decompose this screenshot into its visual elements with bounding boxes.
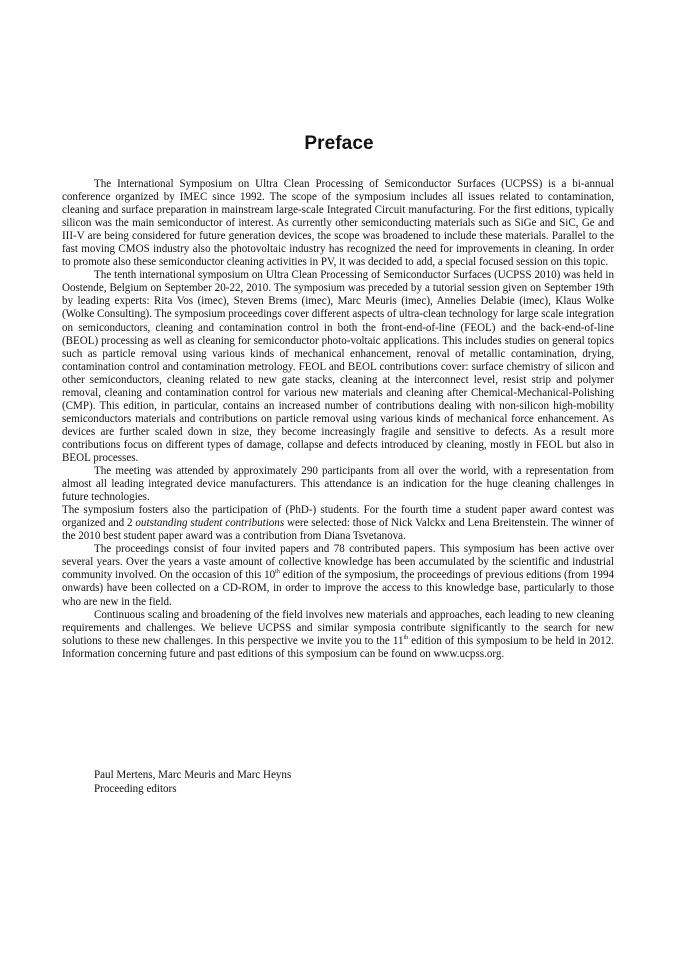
paragraph-symposium-2010: The tenth international symposium on Ultra Clean Processing of Semiconductor Surfaces (UCPSS 2010) was held in Oostende, Belgium on September 20-22, 2010. The symposium was preceded by a tutorial session given on September 19th by leading experts: Rita Vos (imec), Steven Brems (imec), Marc Meuris (imec), Annelies Delabie (imec), Klaus Wolke (Wolke Consulting). The symposium proceedings cover different aspects of ultra-clean technology for large scale integration on semiconductors, cleaning and contamination control in both the front-end-of-line (FEOL) and the back-end-of-line (BEOL) processing as well as cleaning for semiconductor photo-voltaic applications. This includes studies on general topics such as particle removal using various kinds of mechanical enhancement, renoval of metallic contamination, drying, contamination control and contamination metrology. FEOL and BEOL contributions cover: surface chemistry of silicon and other semiconductors, cleaning related to new gate stacks, cleaning at the interconnect level, resist strip and polymer removal, cleaning and contamination control for various new materials and cleaning after Chemical-Mechanical-Polishing (CMP). This edition, in particular, contains an increased number of contributions dealing with non-silicon high-mobility semiconductors materials and contributions on particle removal using various kinds of mechanical force enhancement. As devices are further scaled down in size, they become increasingly fragile and sensitive to defects. As a result more contributions focus on different types of damage, collapse and defects introduced by cleaning, mostly in FEOL but also in BEOL processes. <box>62 269 614 464</box>
paragraph-attendance: The meeting was attended by approximately 290 participants from all over the world, with a representation from almost all leading integrated device manufacturers. This attendance is an indication for the huge cleaning challenges in future technologies. <box>62 465 614 504</box>
editor-role: Proceeding editors <box>94 783 177 795</box>
future-text-start: Continuous scaling and broadening of the field involves new materials and approaches, each leading to new cleaning requirements and challenges. We believe UCPSS and similar symposia contribute significantly to the search for new solutions to these new challenges. In this perspective we invite you to the 11 <box>62 608 614 647</box>
paragraph-future <box>62 609 614 661</box>
signature-block <box>94 768 291 796</box>
editor-names: Paul Mertens, Marc Meuris and Marc Heyns <box>94 769 292 781</box>
students-emphasis: outstanding student contributions <box>135 517 285 530</box>
preface-body <box>62 178 614 661</box>
proceedings-text-start: The proceedings consist of four invited papers and 78 contributed papers. This symposium has been active over several years. Over the years a vaste amount of collective knowledge has been accumulated by the scientific and industrial community involved. On the occasion of this 10 <box>62 543 614 582</box>
students-text-start: The symposium fosters also the participation of (PhD-) students. For the fourth time a student paper award contest was organized and 2 <box>62 504 614 530</box>
future-ordinal-suffix: th <box>403 634 409 641</box>
page-title: Preface <box>304 133 374 154</box>
paragraph-students <box>62 504 614 543</box>
paragraph-proceedings <box>62 543 614 608</box>
proceedings-text-end: edition of the symposium, the proceedings of previous editions (from 1994 onwards) have been collected on a CD-ROM, in order to improve the access to this knowledge base, particularly to those who are new in the field. <box>62 569 614 608</box>
proceedings-ordinal-suffix: th <box>275 569 280 576</box>
paragraph-intro: The International Symposium on Ultra Clean Processing of Semiconductor Surfaces (UCPSS) is a bi-annual conference organized by IMEC since 1992. The scope of the symposium includes all issues related to contamination, cleaning and surface preparation in mainstream large-scale Integrated Circuit manufacturing. For the first editions, typically silicon was the main semiconductor of interest. As currently other semiconducting materials such as SiGe and SiC, Ge and III-V are being considered for future generation devices, the scope was broadened to include these materials. Parallel to the fast moving CMOS industry also the photovoltaic industry has recognized the need for improvements in cleaning. In order to promote also these semiconductor cleaning activities in PV, it was decided to add, a special focused session on this topic. <box>62 178 614 269</box>
students-text-end: were selected: those of Nick Valckx and Lena Breitenstein. The winner of the 2010 best student paper award was a contribution from Diana Tsvetanova. <box>62 517 614 543</box>
future-text-end: edition of this symposium to be held in 2012. Information concerning future and past editions of this symposium can be found on www.ucpss.org. <box>62 634 614 660</box>
